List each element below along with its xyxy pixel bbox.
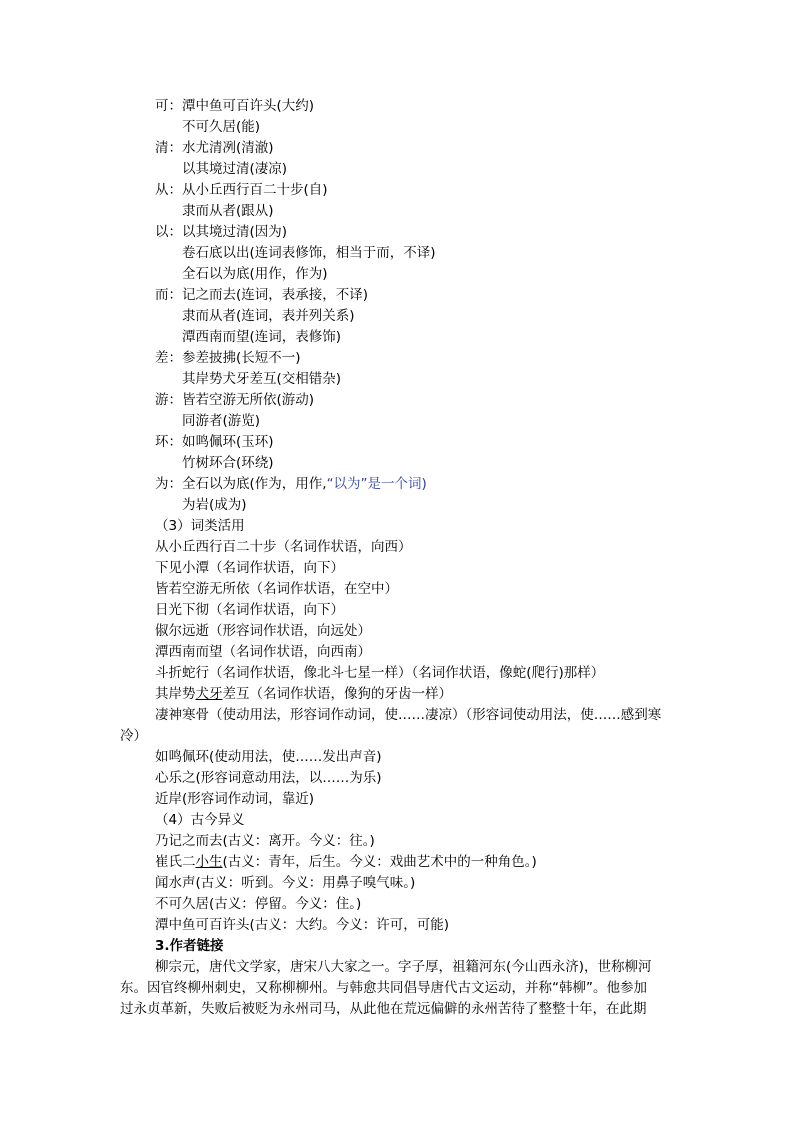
text-line: 而：记之而去(连词，表承接，不译) [155,287,369,303]
text-line: 为岩(成为) [182,497,247,513]
text-line: 清：水尤清冽(清澈) [155,140,274,156]
section-heading: （3）词类活用 [155,518,245,534]
text-line: 潭西南而望（名词作状语，向西南） [155,644,371,660]
text-line: 隶而从者(连词，表并列关系) [182,308,355,324]
text-line: 如鸣佩环(使动用法，使……发出声音) [155,749,382,765]
text-line: 差：参差披拂(长短不一) [155,350,301,366]
text-line: 闻水声(古义：听到。今义：用鼻子嗅气味。) [155,875,416,891]
text-line: 其岸势犬牙差互(交相错杂) [182,371,342,387]
underlined-word: 小生 [195,854,223,870]
text-line: 不可久居(能) [182,119,261,135]
paragraph-line: 东。因官终柳州刺史，又称柳柳州。与韩愈共同倡导唐代古文运动，并称“韩柳”。他参加 [120,980,647,996]
text-line: 卷石底以出(连词表修饰，相当于而，不译) [182,245,436,261]
text-line [155,684,452,704]
underlined-word: 犬牙 [195,686,223,702]
text-line: 凄神寒骨（使动用法，形容词作动词，使……凄凉）（形容词使动用法，使……感到寒 [155,707,662,723]
text-line: 环：如鸣佩环(玉环) [155,434,274,450]
text-line: 潭中鱼可百许头(古义：大约。今义：许可，可能) [155,917,450,933]
highlighted-note: “以为”是一个词) [326,476,427,492]
text-segment: 崔氏二 [155,854,196,870]
paragraph-line: 过永贞革新，失败后被贬为永州司马，从此他在荒远偏僻的永州苦待了整整十年，在此期 [120,1001,647,1017]
text-line [155,474,427,494]
section-heading: （4）古今异义 [155,812,245,828]
text-line: 可：潭中鱼可百许头(大约) [155,98,315,114]
paragraph-line: 柳宗元，唐代文学家，唐宋八大家之一。字子厚，祖籍河东(今山西永济)，世称柳河 [155,959,652,975]
text-line: 以：以其境过清(因为) [155,224,288,240]
text-line: 隶而从者(跟从) [182,203,274,219]
text-line: 冷） [120,728,147,744]
text-line: 游：皆若空游无所依(游动) [155,392,315,408]
text-line: 斗折蛇行（名词作状语，像北斗七星一样）（名词作状语，像蛇(爬行)那样） [155,665,605,681]
text-line: 下见小潭（名词作状语，向下） [155,560,344,576]
text-line [155,852,537,872]
text-segment: 差互（名词作状语，像狗的牙齿一样） [222,686,452,702]
text-line: 竹树环合(环绕) [182,455,274,471]
text-line: 心乐之(形容词意动用法，以……为乐) [155,770,382,786]
text-line: 全石以为底(用作，作为) [182,266,328,282]
text-segment: 其岸势 [155,686,196,702]
text-line: 皆若空游无所依（名词作状语，在空中） [155,581,398,597]
section-heading: 3.作者链接 [155,938,224,954]
text-line: 以其境过清(凄凉) [182,161,288,177]
text-line: 乃记之而去(古义：离开。今义：往。) [155,833,375,849]
text-line: 从：从小丘西行百二十步(自) [155,182,328,198]
text-line: 同游者(游览) [182,413,261,429]
text-segment: 为：全石以为底(作为，用作, [155,476,327,492]
text-line: 近岸(形容词作动词，靠近) [155,791,315,807]
text-line: 日光下彻（名词作状语，向下） [155,602,344,618]
text-line: 俶尔远逝（形容词作状语，向远处） [155,623,371,639]
text-segment: (古义：青年，后生。今义：戏曲艺术中的一种角色。) [222,854,537,870]
text-line: 从小丘西行百二十步（名词作状语，向西） [155,539,412,555]
text-line: 潭西南而望(连词，表修饰) [182,329,342,345]
text-line: 不可久居(古义：停留。今义：住。) [155,896,362,912]
